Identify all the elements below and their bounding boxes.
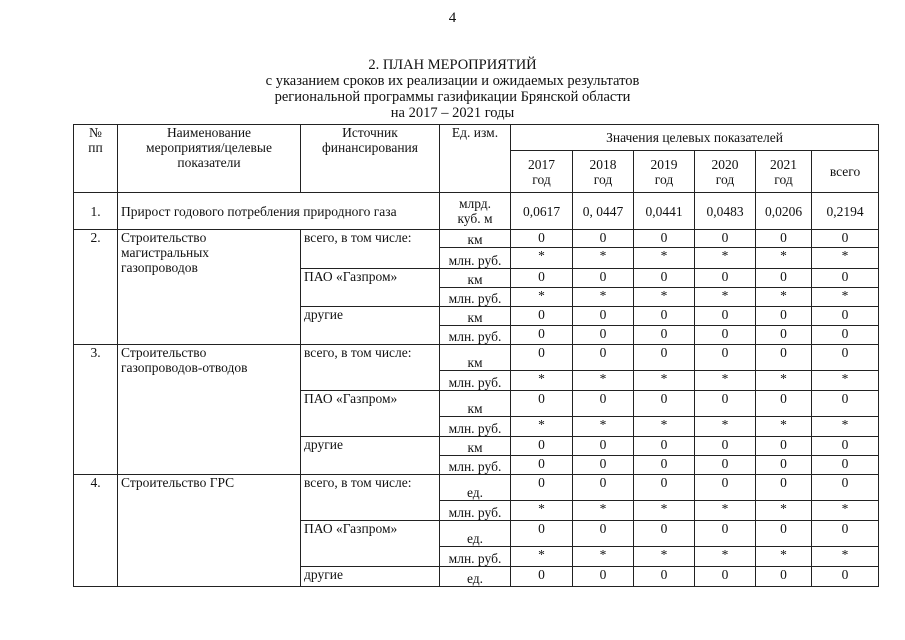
- row-unit: млн. руб.: [440, 248, 511, 269]
- value-cell: *: [573, 417, 634, 437]
- value-cell: 0: [812, 326, 879, 345]
- value-cell: *: [573, 371, 634, 391]
- row-unit: млн. руб.: [440, 288, 511, 307]
- year-label: 2020: [711, 156, 739, 172]
- value-cell: 0: [756, 521, 812, 547]
- value-cell: *: [812, 248, 879, 269]
- value-cell: 0: [812, 307, 879, 326]
- plan-table-body: [74, 125, 879, 587]
- value-cell: *: [812, 501, 879, 521]
- row-unit: км: [440, 391, 511, 417]
- year-label: 2019: [650, 156, 678, 172]
- value-cell: 0: [573, 230, 634, 248]
- value-cell: *: [511, 417, 573, 437]
- row-unit: км: [440, 437, 511, 456]
- value-cell: 0: [756, 345, 812, 371]
- value-cell: *: [511, 547, 573, 567]
- value-cell: *: [812, 417, 879, 437]
- value-cell: *: [573, 288, 634, 307]
- header-year-2021: [756, 151, 812, 193]
- year-suffix: год: [715, 171, 735, 187]
- value-cell: 0: [634, 345, 695, 371]
- value-cell: 0: [812, 437, 879, 456]
- row-unit: ед.: [440, 475, 511, 501]
- value-cell: *: [695, 417, 756, 437]
- header-source-line2: финансирования: [322, 140, 418, 155]
- value-cell: 0: [756, 269, 812, 288]
- header-year-2018: [573, 151, 634, 193]
- value-cell: *: [573, 501, 634, 521]
- heading-subtitle-2: региональной программы газификации Брянской области: [274, 89, 631, 105]
- header-name-line1: Наименование: [166, 125, 252, 140]
- value-cell: 0: [812, 269, 879, 288]
- page-number: 4: [448, 10, 457, 26]
- value-cell: 0: [695, 230, 756, 248]
- row-source: всего, в том числе:: [301, 475, 440, 521]
- row-name-line: газопроводов-отводов: [121, 360, 248, 375]
- value-cell: 0,0206: [756, 193, 812, 230]
- row-unit: км: [440, 269, 511, 288]
- value-cell: 0: [573, 307, 634, 326]
- value-cell: 0: [812, 521, 879, 547]
- value-cell: *: [756, 371, 812, 391]
- value-cell: 0: [695, 456, 756, 475]
- value-cell: *: [695, 288, 756, 307]
- value-cell: 0: [511, 456, 573, 475]
- value-cell: 0: [695, 391, 756, 417]
- row-source: всего, в том числе:: [301, 230, 440, 269]
- value-cell: *: [634, 371, 695, 391]
- row-unit: млн. руб.: [440, 501, 511, 521]
- value-cell: *: [634, 248, 695, 269]
- value-cell: 0: [695, 307, 756, 326]
- value-cell: 0: [812, 456, 879, 475]
- row-unit: млн. руб.: [440, 417, 511, 437]
- row-unit: км: [440, 307, 511, 326]
- value-cell: 0: [756, 567, 812, 587]
- value-cell: *: [511, 248, 573, 269]
- value-cell: *: [573, 248, 634, 269]
- heading-subtitle-3: на 2017 – 2021 годы: [390, 105, 515, 121]
- value-cell: 0: [511, 345, 573, 371]
- row-unit: млн. руб.: [440, 326, 511, 345]
- value-cell: *: [756, 288, 812, 307]
- value-cell: *: [634, 547, 695, 567]
- row-name-line: Строительство ГРС: [121, 475, 235, 490]
- value-cell: 0: [634, 521, 695, 547]
- plan-table: [73, 124, 879, 587]
- value-cell: 0: [573, 269, 634, 288]
- value-cell: 0: [634, 230, 695, 248]
- row-source: другие: [301, 567, 440, 587]
- value-cell: 0: [756, 326, 812, 345]
- row-num: 2.: [74, 230, 118, 345]
- row-unit: ед.: [440, 521, 511, 547]
- value-cell: *: [511, 501, 573, 521]
- value-cell: 0: [573, 456, 634, 475]
- row-unit: км: [440, 230, 511, 248]
- value-cell: 0: [812, 567, 879, 587]
- header-num-line2: пп: [88, 140, 103, 155]
- table-row-1: [74, 193, 879, 230]
- value-cell: *: [756, 417, 812, 437]
- row-name: [118, 230, 301, 345]
- header-source: [301, 125, 440, 193]
- value-cell: *: [511, 371, 573, 391]
- header-row: [74, 125, 879, 151]
- heading-subtitle-1: с указанием сроков их реализации и ожидаемых результатов: [265, 73, 640, 89]
- value-cell: *: [756, 248, 812, 269]
- value-cell: *: [634, 288, 695, 307]
- value-cell: *: [756, 547, 812, 567]
- value-cell: 0: [756, 475, 812, 501]
- value-cell: 0: [573, 391, 634, 417]
- value-cell: 0: [695, 269, 756, 288]
- row-source: ПАО «Газпром»: [301, 391, 440, 437]
- row-name: Прирост годового потребления природного газа: [118, 193, 440, 230]
- table-row: [74, 475, 879, 501]
- value-cell: 0: [511, 230, 573, 248]
- year-suffix: год: [774, 171, 793, 187]
- value-cell: 0: [695, 521, 756, 547]
- header-total: всего: [812, 151, 879, 193]
- year-suffix: год: [654, 171, 674, 187]
- row-name-line: Строительство: [121, 345, 207, 360]
- value-cell: 0: [511, 567, 573, 587]
- row-source: другие: [301, 307, 440, 345]
- value-cell: 0,0617: [511, 193, 573, 230]
- value-cell: 0, 0447: [573, 193, 634, 230]
- value-cell: 0: [573, 345, 634, 371]
- table-row: [74, 345, 879, 371]
- value-cell: 0: [812, 345, 879, 371]
- value-cell: *: [695, 501, 756, 521]
- header-name: [118, 125, 301, 193]
- row-unit: км: [440, 345, 511, 371]
- value-cell: 0: [511, 521, 573, 547]
- row-unit: млн. руб.: [440, 371, 511, 391]
- value-cell: 0: [634, 269, 695, 288]
- value-cell: *: [695, 547, 756, 567]
- value-cell: 0: [573, 521, 634, 547]
- header-num: [74, 125, 118, 193]
- year-label: 2017: [528, 156, 555, 172]
- row-num: 1.: [74, 193, 118, 230]
- row-unit: ед.: [440, 567, 511, 587]
- value-cell: *: [634, 501, 695, 521]
- value-cell: 0,2194: [812, 193, 879, 230]
- value-cell: 0: [573, 475, 634, 501]
- header-year-2017: [511, 151, 573, 193]
- value-cell: *: [812, 371, 879, 391]
- header-unit: Ед. изм.: [440, 125, 511, 193]
- table-row: [74, 230, 879, 248]
- year-label: 2021: [770, 156, 797, 172]
- value-cell: 0: [756, 456, 812, 475]
- value-cell: 0,0483: [695, 193, 756, 230]
- value-cell: 0: [511, 269, 573, 288]
- row-unit-line1: млрд.: [458, 196, 492, 211]
- value-cell: 0: [756, 391, 812, 417]
- row-name-line: газопроводов: [121, 260, 198, 275]
- value-cell: 0: [634, 475, 695, 501]
- value-cell: 0: [511, 475, 573, 501]
- value-cell: 0: [573, 326, 634, 345]
- header-target-values: Значения целевых показателей: [511, 125, 879, 151]
- row-num: 3.: [74, 345, 118, 475]
- value-cell: 0: [812, 475, 879, 501]
- value-cell: 0: [695, 437, 756, 456]
- value-cell: 0: [695, 345, 756, 371]
- header-year-2019: [634, 151, 695, 193]
- row-source: другие: [301, 437, 440, 475]
- row-unit: млн. руб.: [440, 547, 511, 567]
- value-cell: 0: [812, 230, 879, 248]
- value-cell: 0: [511, 326, 573, 345]
- value-cell: 0: [695, 326, 756, 345]
- header-source-line1: Источник: [342, 125, 398, 140]
- value-cell: *: [695, 248, 756, 269]
- row-unit: [440, 193, 511, 230]
- row-source: ПАО «Газпром»: [301, 269, 440, 307]
- value-cell: *: [756, 501, 812, 521]
- header-name-line2: мероприятия/целевые: [146, 140, 272, 155]
- row-name: [118, 475, 301, 587]
- value-cell: 0: [695, 567, 756, 587]
- value-cell: 0: [634, 437, 695, 456]
- year-suffix: год: [593, 171, 613, 187]
- value-cell: 0: [511, 437, 573, 456]
- value-cell: *: [695, 371, 756, 391]
- row-name: [118, 345, 301, 475]
- value-cell: 0: [634, 567, 695, 587]
- value-cell: 0: [634, 456, 695, 475]
- value-cell: 0: [695, 475, 756, 501]
- header-name-line3: показатели: [177, 155, 241, 170]
- value-cell: 0: [756, 307, 812, 326]
- document-heading: [0, 57, 905, 121]
- value-cell: 0,0441: [634, 193, 695, 230]
- value-cell: *: [812, 547, 879, 567]
- header-year-2020: [695, 151, 756, 193]
- row-source: всего, в том числе:: [301, 345, 440, 391]
- row-source: ПАО «Газпром»: [301, 521, 440, 567]
- value-cell: 0: [573, 567, 634, 587]
- value-cell: *: [573, 547, 634, 567]
- header-num-line1: №: [89, 125, 102, 140]
- year-label: 2018: [589, 156, 617, 172]
- row-num: 4.: [74, 475, 118, 587]
- value-cell: *: [511, 288, 573, 307]
- value-cell: 0: [573, 437, 634, 456]
- value-cell: 0: [511, 391, 573, 417]
- value-cell: *: [634, 417, 695, 437]
- value-cell: 0: [756, 437, 812, 456]
- year-suffix: год: [532, 171, 551, 187]
- value-cell: 0: [511, 307, 573, 326]
- value-cell: 0: [634, 326, 695, 345]
- value-cell: 0: [634, 307, 695, 326]
- value-cell: 0: [756, 230, 812, 248]
- heading-title: 2. ПЛАН МЕРОПРИЯТИЙ: [368, 57, 537, 73]
- row-name-line: Строительство: [121, 230, 207, 245]
- row-name-line: магистральных: [121, 245, 210, 260]
- value-cell: 0: [634, 391, 695, 417]
- value-cell: *: [812, 288, 879, 307]
- row-unit: млн. руб.: [440, 456, 511, 475]
- row-unit-line2: куб. м: [457, 211, 493, 226]
- value-cell: 0: [812, 391, 879, 417]
